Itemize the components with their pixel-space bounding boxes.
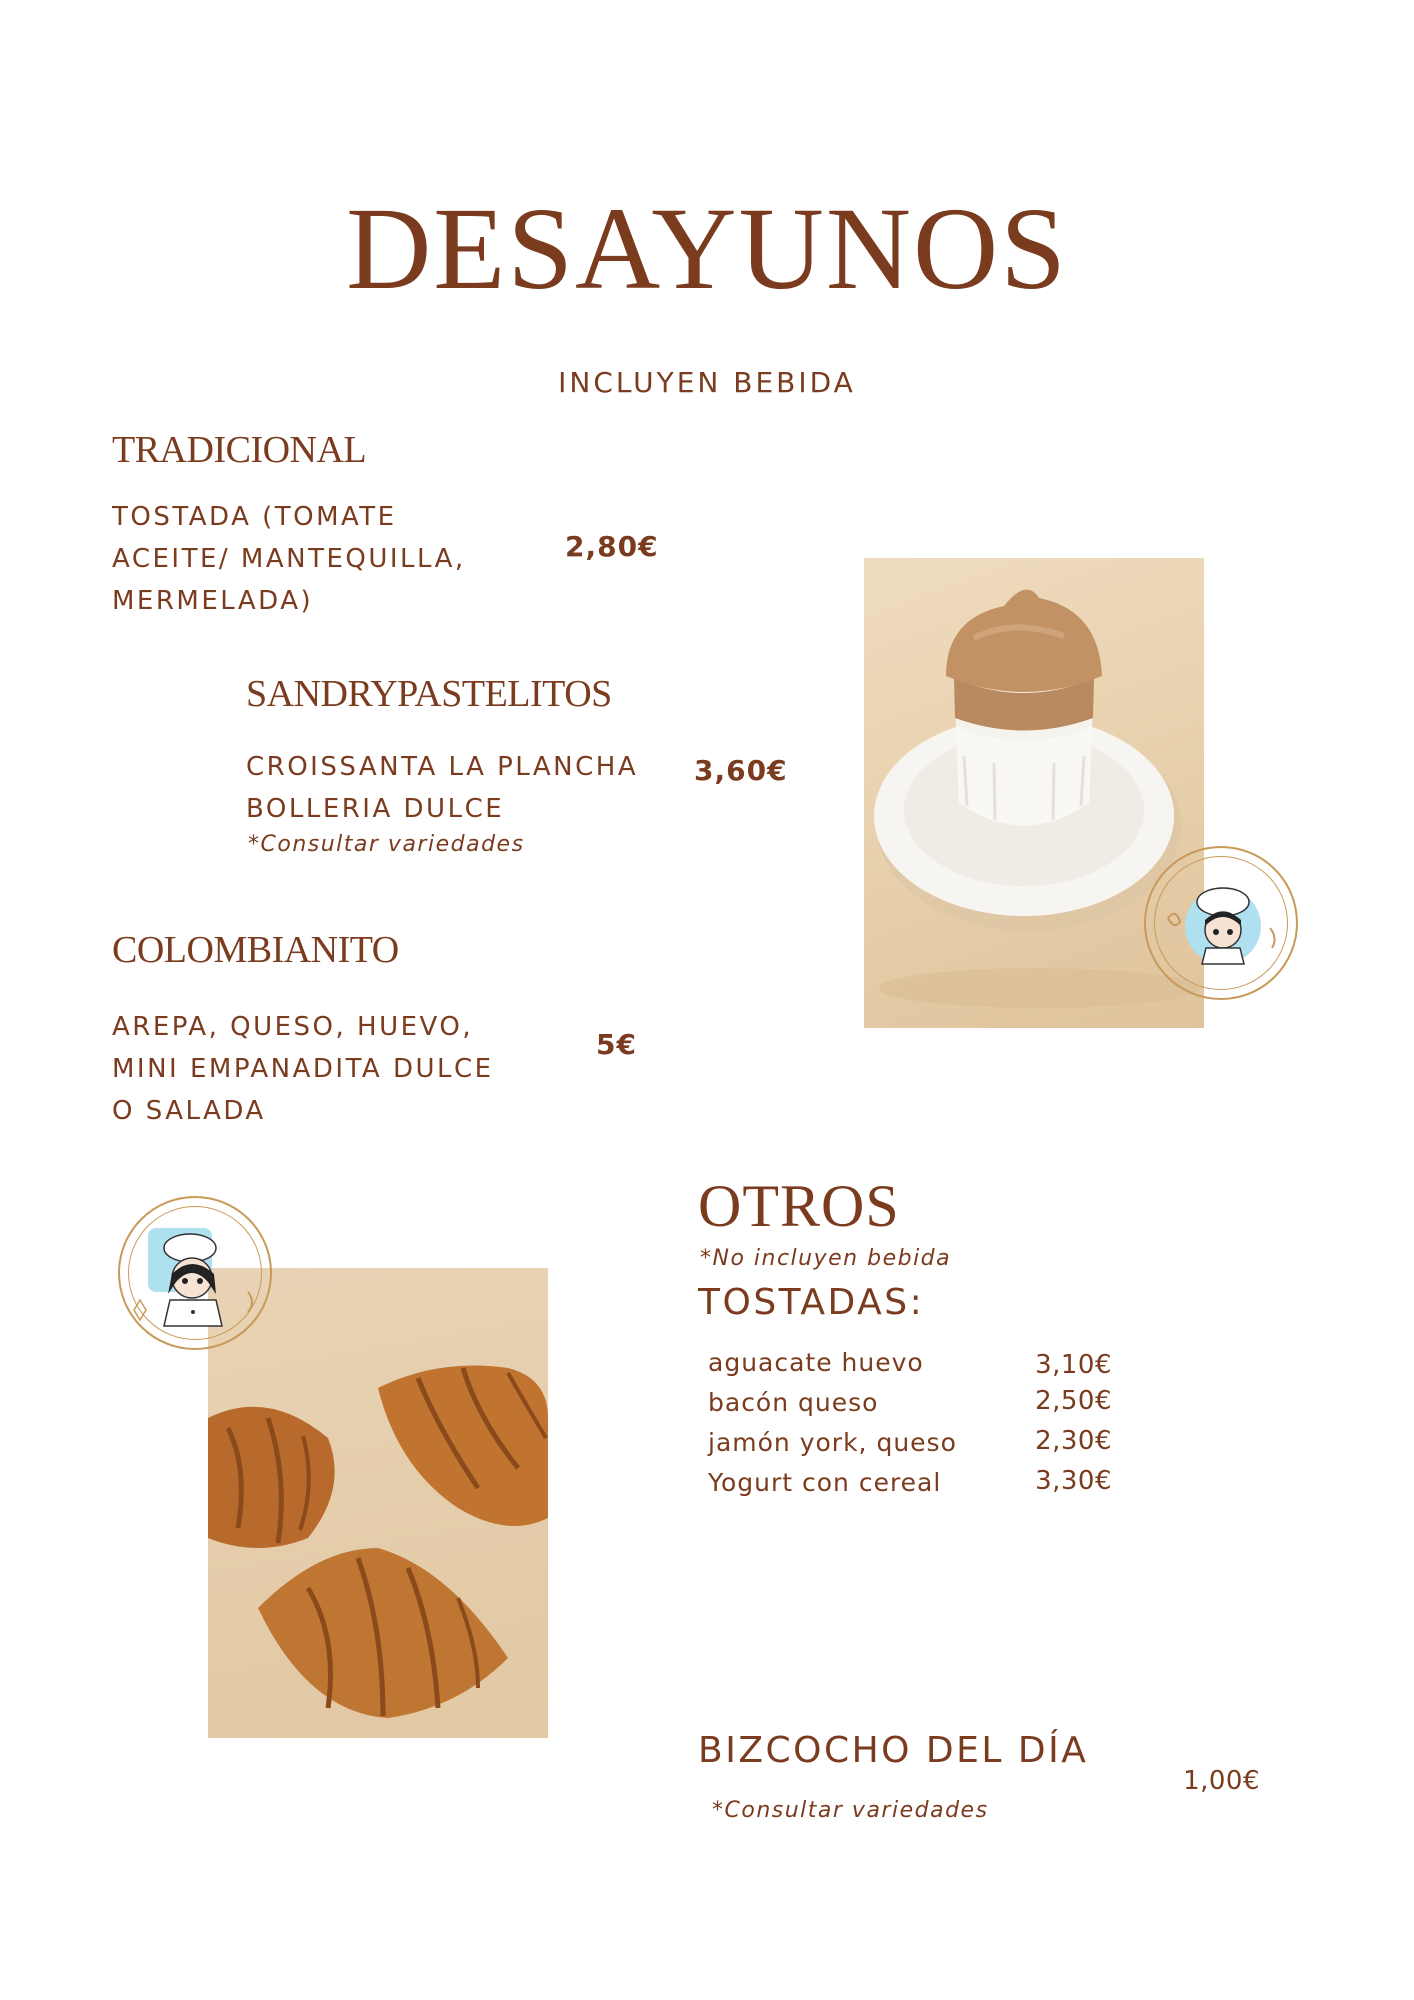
sandry-price: 3,60€ (694, 754, 788, 787)
bizcocho-note: *Consultar variedades (712, 1798, 989, 1823)
chef-avatar-badge (1144, 846, 1298, 1000)
section-heading-tradicional: TRADICIONAL (112, 429, 367, 471)
description-line: O SALADA (112, 1096, 266, 1126)
bizcocho-price: 1,00€ (1183, 1766, 1260, 1796)
description-line: MERMELADA) (112, 586, 314, 616)
chef-avatar-icon (1146, 848, 1300, 1002)
colombianito-description (112, 1006, 494, 1132)
description-line: CROISSANTA LA PLANCHA (246, 752, 639, 782)
sandry-description (246, 746, 638, 830)
section-heading-otros: OTROS (698, 1173, 900, 1239)
chef-avatar-icon (120, 1198, 274, 1352)
otros-note: *No incluyen bebida (700, 1246, 952, 1271)
description-line: BOLLERIA DULCE (246, 794, 505, 824)
list-item-name: aguacate huevo (708, 1348, 924, 1377)
page-title: DESAYUNOS (346, 183, 1068, 314)
sandry-note: *Consultar variedades (248, 832, 525, 857)
list-item-price: 2,50€ (1035, 1386, 1112, 1416)
tradicional-description (112, 496, 466, 622)
tradicional-price: 2,80€ (565, 530, 659, 563)
list-item-name: jamón york, queso (708, 1428, 957, 1457)
tostadas-heading: TOSTADAS: (698, 1282, 925, 1323)
chef-avatar-badge (118, 1196, 272, 1350)
colombianito-price: 5€ (596, 1028, 637, 1061)
list-item-price: 3,30€ (1035, 1466, 1112, 1496)
description-line: AREPA, QUESO, HUEVO, (112, 1012, 474, 1042)
list-item-name: bacón queso (708, 1388, 879, 1417)
list-item-name: Yogurt con cereal (708, 1468, 942, 1497)
description-line: MINI EMPANADITA DULCE (112, 1054, 494, 1084)
page-subtitle: INCLUYEN BEBIDA (558, 366, 856, 399)
section-heading-sandrypastelitos: SANDRYPASTELITOS (246, 673, 612, 715)
description-line: ACEITE/ MANTEQUILLA, (112, 544, 466, 574)
bizcocho-heading: BIZCOCHO DEL DÍA (698, 1730, 1089, 1771)
description-line: TOSTADA (TOMATE (112, 502, 397, 532)
list-item-price: 2,30€ (1035, 1426, 1112, 1456)
section-heading-colombianito: COLOMBIANITO (112, 929, 399, 971)
list-item-price: 3,10€ (1035, 1350, 1112, 1380)
